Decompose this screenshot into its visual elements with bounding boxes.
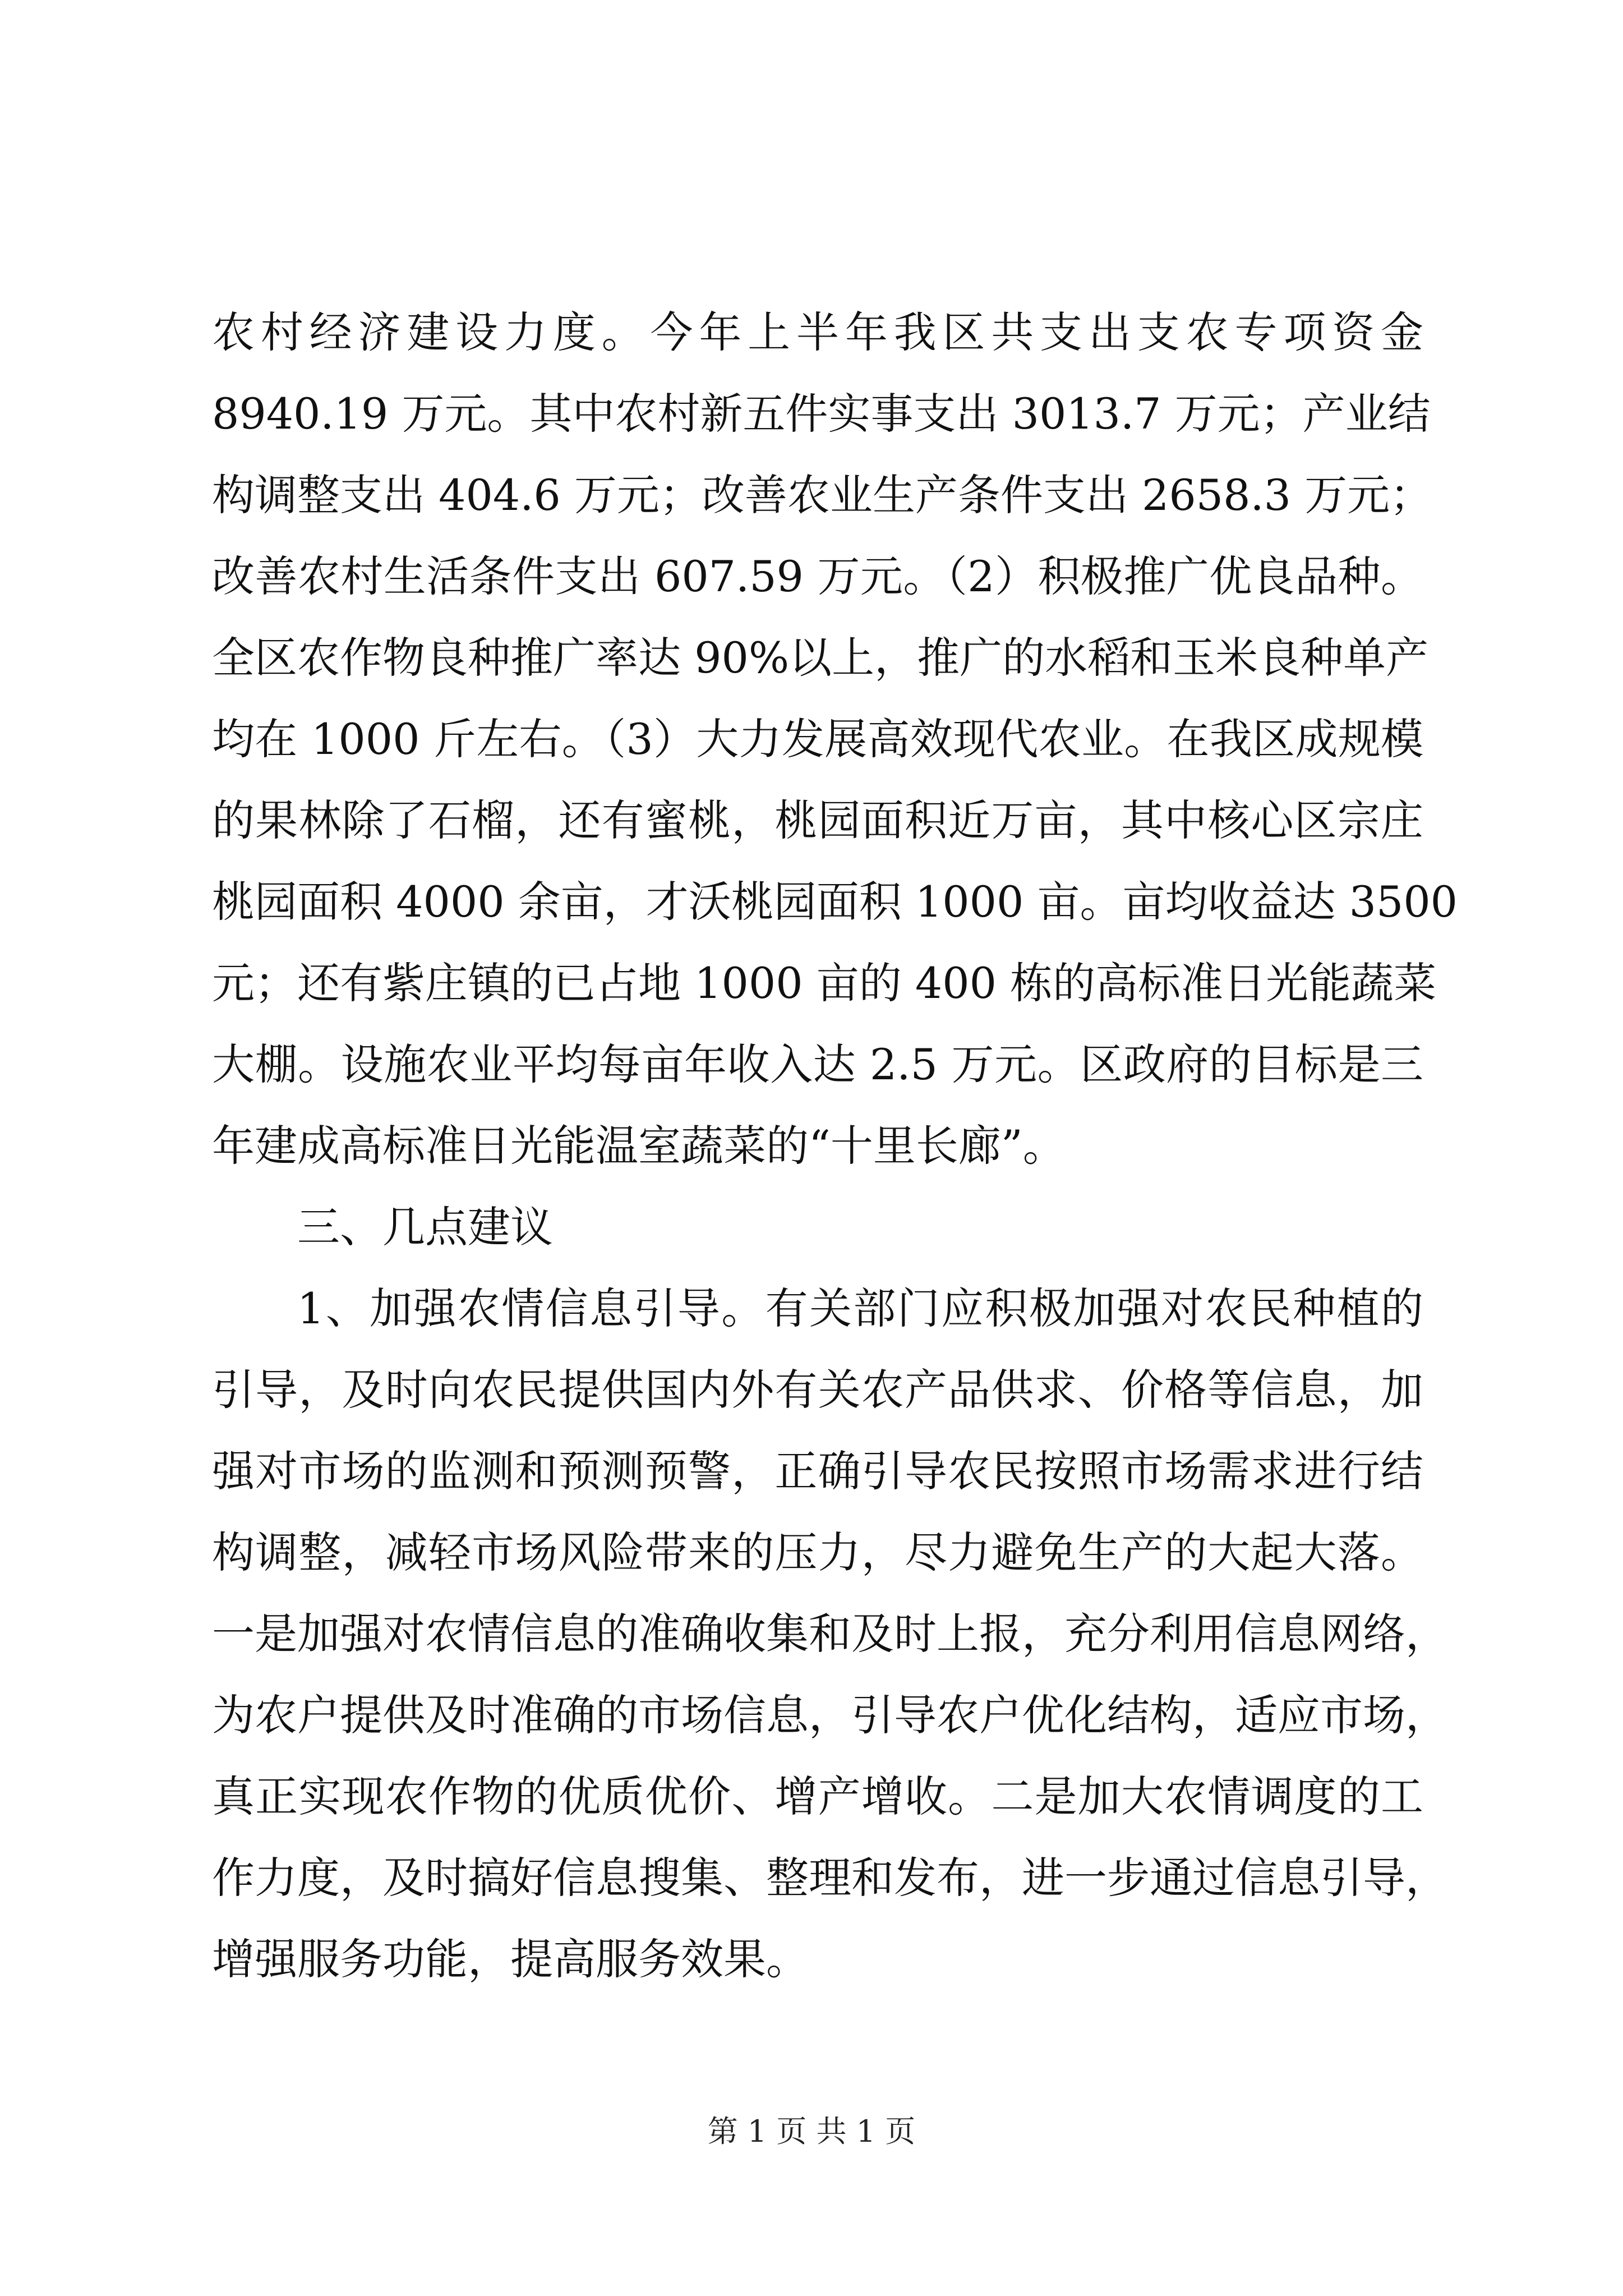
paragraph-1-line-2: 8940.19 万元。其中农村新五件实事支出 3013.7 万元；产业结 — [212, 389, 1431, 439]
paragraph-1-line-6: 均在 1000 斤左右。（3）大力发展高效现代农业。在我区成规模 — [212, 714, 1423, 764]
document-body — [212, 292, 1458, 2000]
paragraph-2-line-1: 1、加强农情信息引导。有关部门应积极加强对农民种植的 — [297, 1283, 1423, 1333]
paragraph-2-line-7: 真正实现农作物的优质优价、增产增收。二是加大农情调度的工 — [212, 1772, 1423, 1821]
paragraph-1-line-4: 改善农村生活条件支出 607.59 万元。（2）积极推广优良品种。 — [212, 551, 1423, 601]
paragraph-2-line-4: 构调整，减轻市场风险带来的压力，尽力避免生产的大起大落。 — [212, 1527, 1423, 1577]
paragraph-2-line-2: 引导，及时向农民提供国内外有关农产品供求、价格等信息，加 — [212, 1365, 1423, 1415]
section-heading: 三、几点建议 — [297, 1202, 553, 1252]
paragraph-1-line-10: 大棚。设施农业平均每亩年收入达 2.5 万元。区政府的目标是三 — [212, 1039, 1423, 1089]
paragraph-2-line-3: 强对市场的监测和预测预警，正确引导农民按照市场需求进行结 — [212, 1446, 1423, 1496]
paragraph-1-line-9: 元；还有紫庄镇的已占地 1000 亩的 400 栋的高标准日光能蔬菜 — [212, 958, 1437, 1008]
paragraph-2-line-5: 一是加强对农情信息的准确收集和及时上报，充分利用信息网络， — [212, 1609, 1448, 1659]
paragraph-2-line-6: 为农户提供及时准确的市场信息，引导农户优化结构，适应市场， — [212, 1690, 1448, 1740]
paragraph-1-line-1: 农村经济建设力度。今年上半年我区共支出支农专项资金 — [212, 307, 1423, 357]
paragraph-1-line-8: 桃园面积 4000 余亩，才沃桃园面积 1000 亩。亩均收益达 3500 — [212, 877, 1458, 927]
paragraph-1 — [212, 292, 1458, 1186]
paragraph-2 — [212, 1268, 1448, 2000]
paragraph-2-line-8: 作力度，及时搞好信息搜集、整理和发布，进一步通过信息引导， — [212, 1853, 1448, 1903]
paragraph-1-line-11: 年建成高标准日光能温室蔬菜的“十里长廊”。 — [212, 1121, 1066, 1171]
paragraph-1-line-5: 全区农作物良种推广率达 90%以上，推广的水稻和玉米良种单产 — [212, 633, 1429, 683]
paragraph-2-line-9: 增强服务功能，提高服务效果。 — [212, 1934, 809, 1984]
paragraph-1-line-7: 的果林除了石榴，还有蜜桃，桃园面积近万亩，其中核心区宗庄 — [212, 795, 1423, 845]
paragraph-1-line-3: 构调整支出 404.6 万元；改善农业生产条件支出 2658.3 万元； — [212, 470, 1433, 520]
page-footer: 第 1 页 共 1 页 — [707, 2114, 916, 2149]
